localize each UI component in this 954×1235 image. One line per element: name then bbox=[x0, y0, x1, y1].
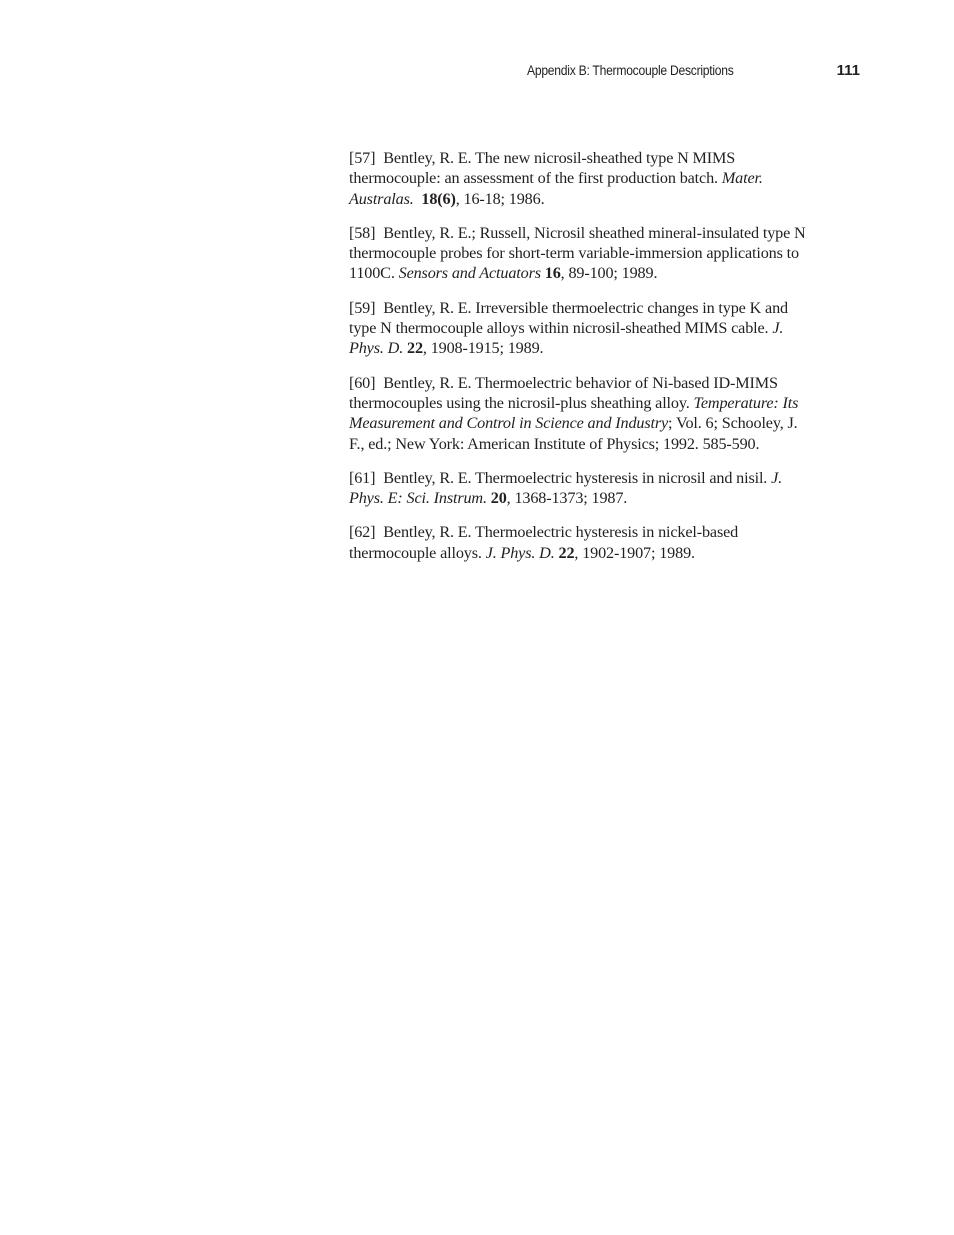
running-head bbox=[527, 63, 860, 81]
journal-name: Australas. bbox=[349, 189, 414, 208]
reference-line bbox=[349, 263, 859, 283]
reference-line bbox=[349, 223, 859, 243]
journal-name: Phys. D. bbox=[349, 339, 404, 358]
reference-57 bbox=[349, 148, 859, 209]
volume: 20 bbox=[490, 489, 507, 508]
reference-text: F., ed.; New York: American Institute of Physics; 1992. 585-590. bbox=[349, 434, 760, 453]
volume: 16 bbox=[544, 264, 561, 283]
reference-text: Bentley, R. E. Thermoelectric hysteresis in nickel-based bbox=[383, 523, 739, 542]
reference-line bbox=[349, 298, 859, 318]
journal-name: Mater. bbox=[721, 169, 763, 188]
pages-year: , 16-18; 1986. bbox=[455, 189, 545, 208]
reference-text: thermocouple: an assessment of the first production batch. bbox=[349, 169, 722, 188]
reference-text: thermocouple alloys. bbox=[349, 543, 486, 562]
reference-text: thermocouples using the nicrosil-plus sheathing alloy. bbox=[349, 393, 694, 412]
reference-59 bbox=[349, 298, 859, 359]
journal-name: J. Phys. D. bbox=[485, 543, 555, 562]
reference-number: [59] bbox=[349, 298, 376, 317]
reference-list bbox=[349, 148, 859, 577]
reference-text: Bentley, R. E. The new nicrosil-sheathed type N MIMS bbox=[383, 149, 736, 167]
reference-line bbox=[349, 338, 859, 358]
reference-line bbox=[349, 189, 859, 209]
journal-name: Phys. E: Sci. Instrum. bbox=[349, 489, 487, 508]
reference-line bbox=[349, 522, 859, 542]
reference-number: [61] bbox=[349, 468, 376, 487]
reference-line bbox=[349, 168, 859, 188]
volume: 22 bbox=[558, 543, 575, 562]
reference-text: type N thermocouple alloys within nicrosil-sheathed MIMS cable. bbox=[349, 319, 773, 338]
reference-line bbox=[349, 243, 859, 263]
reference-text: Bentley, R. E. Thermoelectric hysteresis in nicrosil and nisil. bbox=[383, 468, 772, 487]
reference-number: [58] bbox=[349, 223, 376, 242]
running-title: Appendix B: Thermocouple Descriptions bbox=[527, 63, 734, 78]
reference-line bbox=[349, 434, 859, 454]
reference-line bbox=[349, 373, 859, 393]
pages-year: , 1908-1915; 1989. bbox=[422, 339, 544, 358]
pages-year: , 1368-1373; 1987. bbox=[506, 489, 628, 508]
volume: 18(6) bbox=[421, 189, 456, 208]
reference-line bbox=[349, 488, 859, 508]
reference-number: [62] bbox=[349, 523, 376, 542]
reference-number: [60] bbox=[349, 373, 376, 392]
reference-text: Bentley, R. E. Irreversible thermoelectric changes in type K and bbox=[383, 298, 788, 317]
reference-line bbox=[349, 413, 859, 433]
reference-61 bbox=[349, 468, 859, 509]
reference-number: [57] bbox=[349, 149, 376, 167]
reference-62 bbox=[349, 522, 859, 563]
journal-name: J. bbox=[771, 468, 783, 487]
reference-text: 1100C. bbox=[349, 264, 399, 283]
reference-line bbox=[349, 318, 859, 338]
reference-line bbox=[349, 148, 859, 168]
reference-line bbox=[349, 393, 859, 413]
reference-text: Bentley, R. E. Thermoelectric behavior of Ni-based ID-MIMS bbox=[383, 373, 778, 392]
volume: 22 bbox=[407, 339, 423, 358]
book-title: Temperature: Its bbox=[693, 393, 799, 412]
pages-year: , 1902-1907; 1989. bbox=[574, 543, 695, 562]
reference-text: thermocouple probes for short-term variable-immersion applications to bbox=[349, 244, 799, 263]
reference-text: ; Vol. 6; Schooley, J. bbox=[668, 414, 798, 433]
reference-line bbox=[349, 543, 859, 563]
reference-text: Bentley, R. E.; Russell, Nicrosil sheathed mineral-insulated type N bbox=[383, 223, 806, 242]
journal-name: J. bbox=[772, 319, 784, 338]
reference-58 bbox=[349, 223, 859, 284]
reference-60 bbox=[349, 373, 859, 454]
journal-name: Sensors and Actuators bbox=[398, 264, 541, 283]
pages-year: , 89-100; 1989. bbox=[560, 264, 658, 283]
page-number: 111 bbox=[836, 62, 860, 79]
book-title: Measurement and Control in Science and Industry bbox=[349, 414, 669, 433]
reference-line bbox=[349, 468, 859, 488]
